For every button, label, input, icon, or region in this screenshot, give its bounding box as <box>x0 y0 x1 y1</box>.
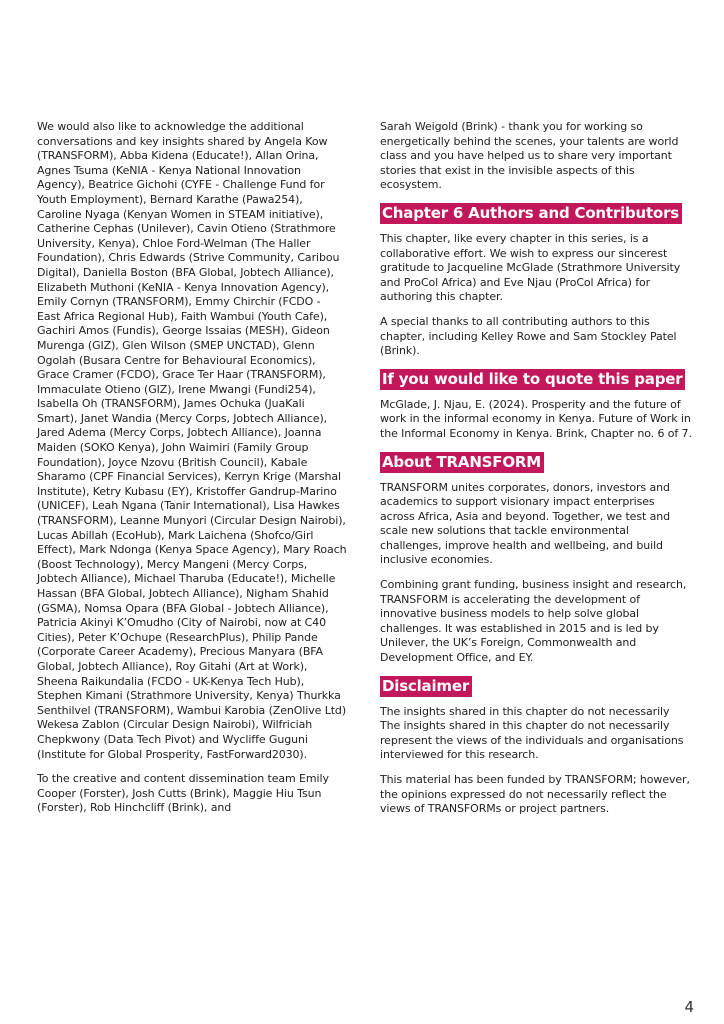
right-column <box>380 120 692 827</box>
disclaimer-paragraph-2: This material has been funded by TRANSFORM; however, the opinions expressed do not necessarily reflect the views of TRANSFORMs or project partners. <box>380 773 690 816</box>
about-paragraph-1: TRANSFORM unites corporates, donors, investors and academics to support visionary impact enterprises across Africa, Asia and beyond. Together, we test and scale new solutions that tackle environmental challenges, improve health and wellbeing, and build inclusive economies. <box>380 480 670 567</box>
page-number: 4 <box>684 998 694 1016</box>
authors-paragraph-2: A special thanks to all contributing authors to this chapter, including Kelley Rowe and Sam Stockley Patel (Brink). <box>380 314 677 358</box>
disclaimer-heading: Disclaimer <box>380 676 472 697</box>
quote-citation: McGlade, J. Njau, E. (2024). Prosperity and the future of work in the informal economy in Kenya. Future of Work in the Informal Economy in Kenya. Brink, Chapter no. 6 of 7. <box>380 397 692 440</box>
creative-team-paragraph: To the creative and content dissemination team Emily Cooper (Forster), Josh Cutts (Brink), Maggie Hiu Tsun (Forster), Rob Hinchcliff (Brink), and <box>37 772 329 815</box>
authors-heading: Chapter 6 Authors and Contributors <box>380 203 682 224</box>
acknowledgements-paragraph: We would also like to acknowledge the additional conversations and key insights shared by Angela Kow (TRANSFORM), Abba Kidena (Educate!), Allan Orina, Agnes Tsuma (KeNIA - Kenya National Innovation Agency), Beatrice Gichohi (CYFE - Challenge Fund for Youth Employment), Bernard Karathe (Pawa254), Caroline Nyaga (Kenyan Women in STEAM initiative), Catherine Cephas (Unilever), Cavin Otieno (Strathmore University, Kenya), Chloe Ford-Welman (The Haller Foundation), Chris Edwards (Strive Community, Caribou Digital), Daniella Boston (BFA Global, Jobtech Alliance), Elizabeth Muthoni (KeNIA - Kenya Innovation Agency), Emily Cornyn (TRANSFORM), Emmy Chirchir (FCDO - East Africa Regional Hub), Faith Wambui (Youth Cafe), Gachiri Amos (Fundis), George Issaias (MESH), Gideon Murenga (GIZ), Glen Wilson (SMEP UNCTAD), Glenn Ogolah (Busara Centre for Behavioural Economics), Grace Cramer (FCDO), Grace Ter Haar (TRANSFORM), Immaculate Otieno (GIZ), Irene Mwangi (Fundi254), Isabella Oh (TRANSFORM), James Ochuka (JuaKali Smart), Janet Wandia (Mercy Corps, Jobtech Alliance), Jared Adema (Mercy Corps, Jobtech Alliance), Joanna Maiden (SOKO Kenya), John Waimiri (Family Group Foundation), Joyce Nzovu (British Council), Kabale Sharamo (CPF Financial Services), Kerryn Krige (Marshal Institute), Ketry Kubasu (EY), Kristoffer Gandrup-Marino (UNICEF), Leah Ngana (Tanir International), Lisa Hawkes (TRANSFORM), Leanne Munyori (Circular Design Nairobi), Lucas Abillah (EcoHub), Mark Laichena (Shofco/Girl Effect), Mark Ndonga (Kenya Space Agency), Mary Roach (Boost Technology), Mercy Mangeni (Mercy Corps, Jobtech Alliance), Michael Tharuba (Educate!), Michelle Hassan (BFA Global, Jobtech Alliance), Nigham Shahid (GSMA), Nomsa Opara (BFA Global - Jobtech Alliance), Patricia Akinyi K’Omudho (City of Nairobi, now at C40 Cities), Peter K’Ochupe (ResearchPlus), Philip Pande (Corporate Career Academy), Precious Manyara (BFA Global, Jobtech Alliance), Roy Gitahi (Art at Work), Sheena Raikundalia (FCDO - UK-Kenya Tech Hub), Stephen Kimani (Strathmore University, Kenya) Thurkka Senthilvel (TRANSFORM), Wambui Karobia (ZenOlive Ltd) Wekesa Zablon (Circular Design Nairobi), Wilfriciah Chepkwony (Data Tech Pivot) and Wycliffe Guguni (Institute for Global Prosperity, FastForward2030). <box>37 120 347 761</box>
about-heading: About TRANSFORM <box>380 452 544 473</box>
disclaimer-paragraph-1: The insights shared in this chapter do not necessarily The insights shared in this chapter do not necessarily represent the views of the individuals and organisations interviewed for this research. <box>380 704 684 762</box>
continuation-paragraph: Sarah Weigold (Brink) - thank you for working so energetically behind the scenes, your talents are world class and you have helped us to share very important stories that exist in the invisible aspects of this ecosystem. <box>380 120 679 192</box>
authors-paragraph-1: This chapter, like every chapter in this series, is a collaborative effort. We wish to express our sincerest gratitude to Jacqueline McGlade (Strathmore University and ProCol Africa) and Eve Njau (ProCol Africa) for authoring this chapter. <box>380 231 681 304</box>
about-paragraph-2: Combining grant funding, business insight and research, TRANSFORM is accelerating the development of innovative business models to help solve global challenges. It was established in 2015 and is led by Unilever, the UK’s Foreign, Commonwealth and Development Office, and EY. <box>380 578 687 665</box>
left-column <box>37 120 347 826</box>
quote-heading: If you would like to quote this paper <box>380 369 685 390</box>
